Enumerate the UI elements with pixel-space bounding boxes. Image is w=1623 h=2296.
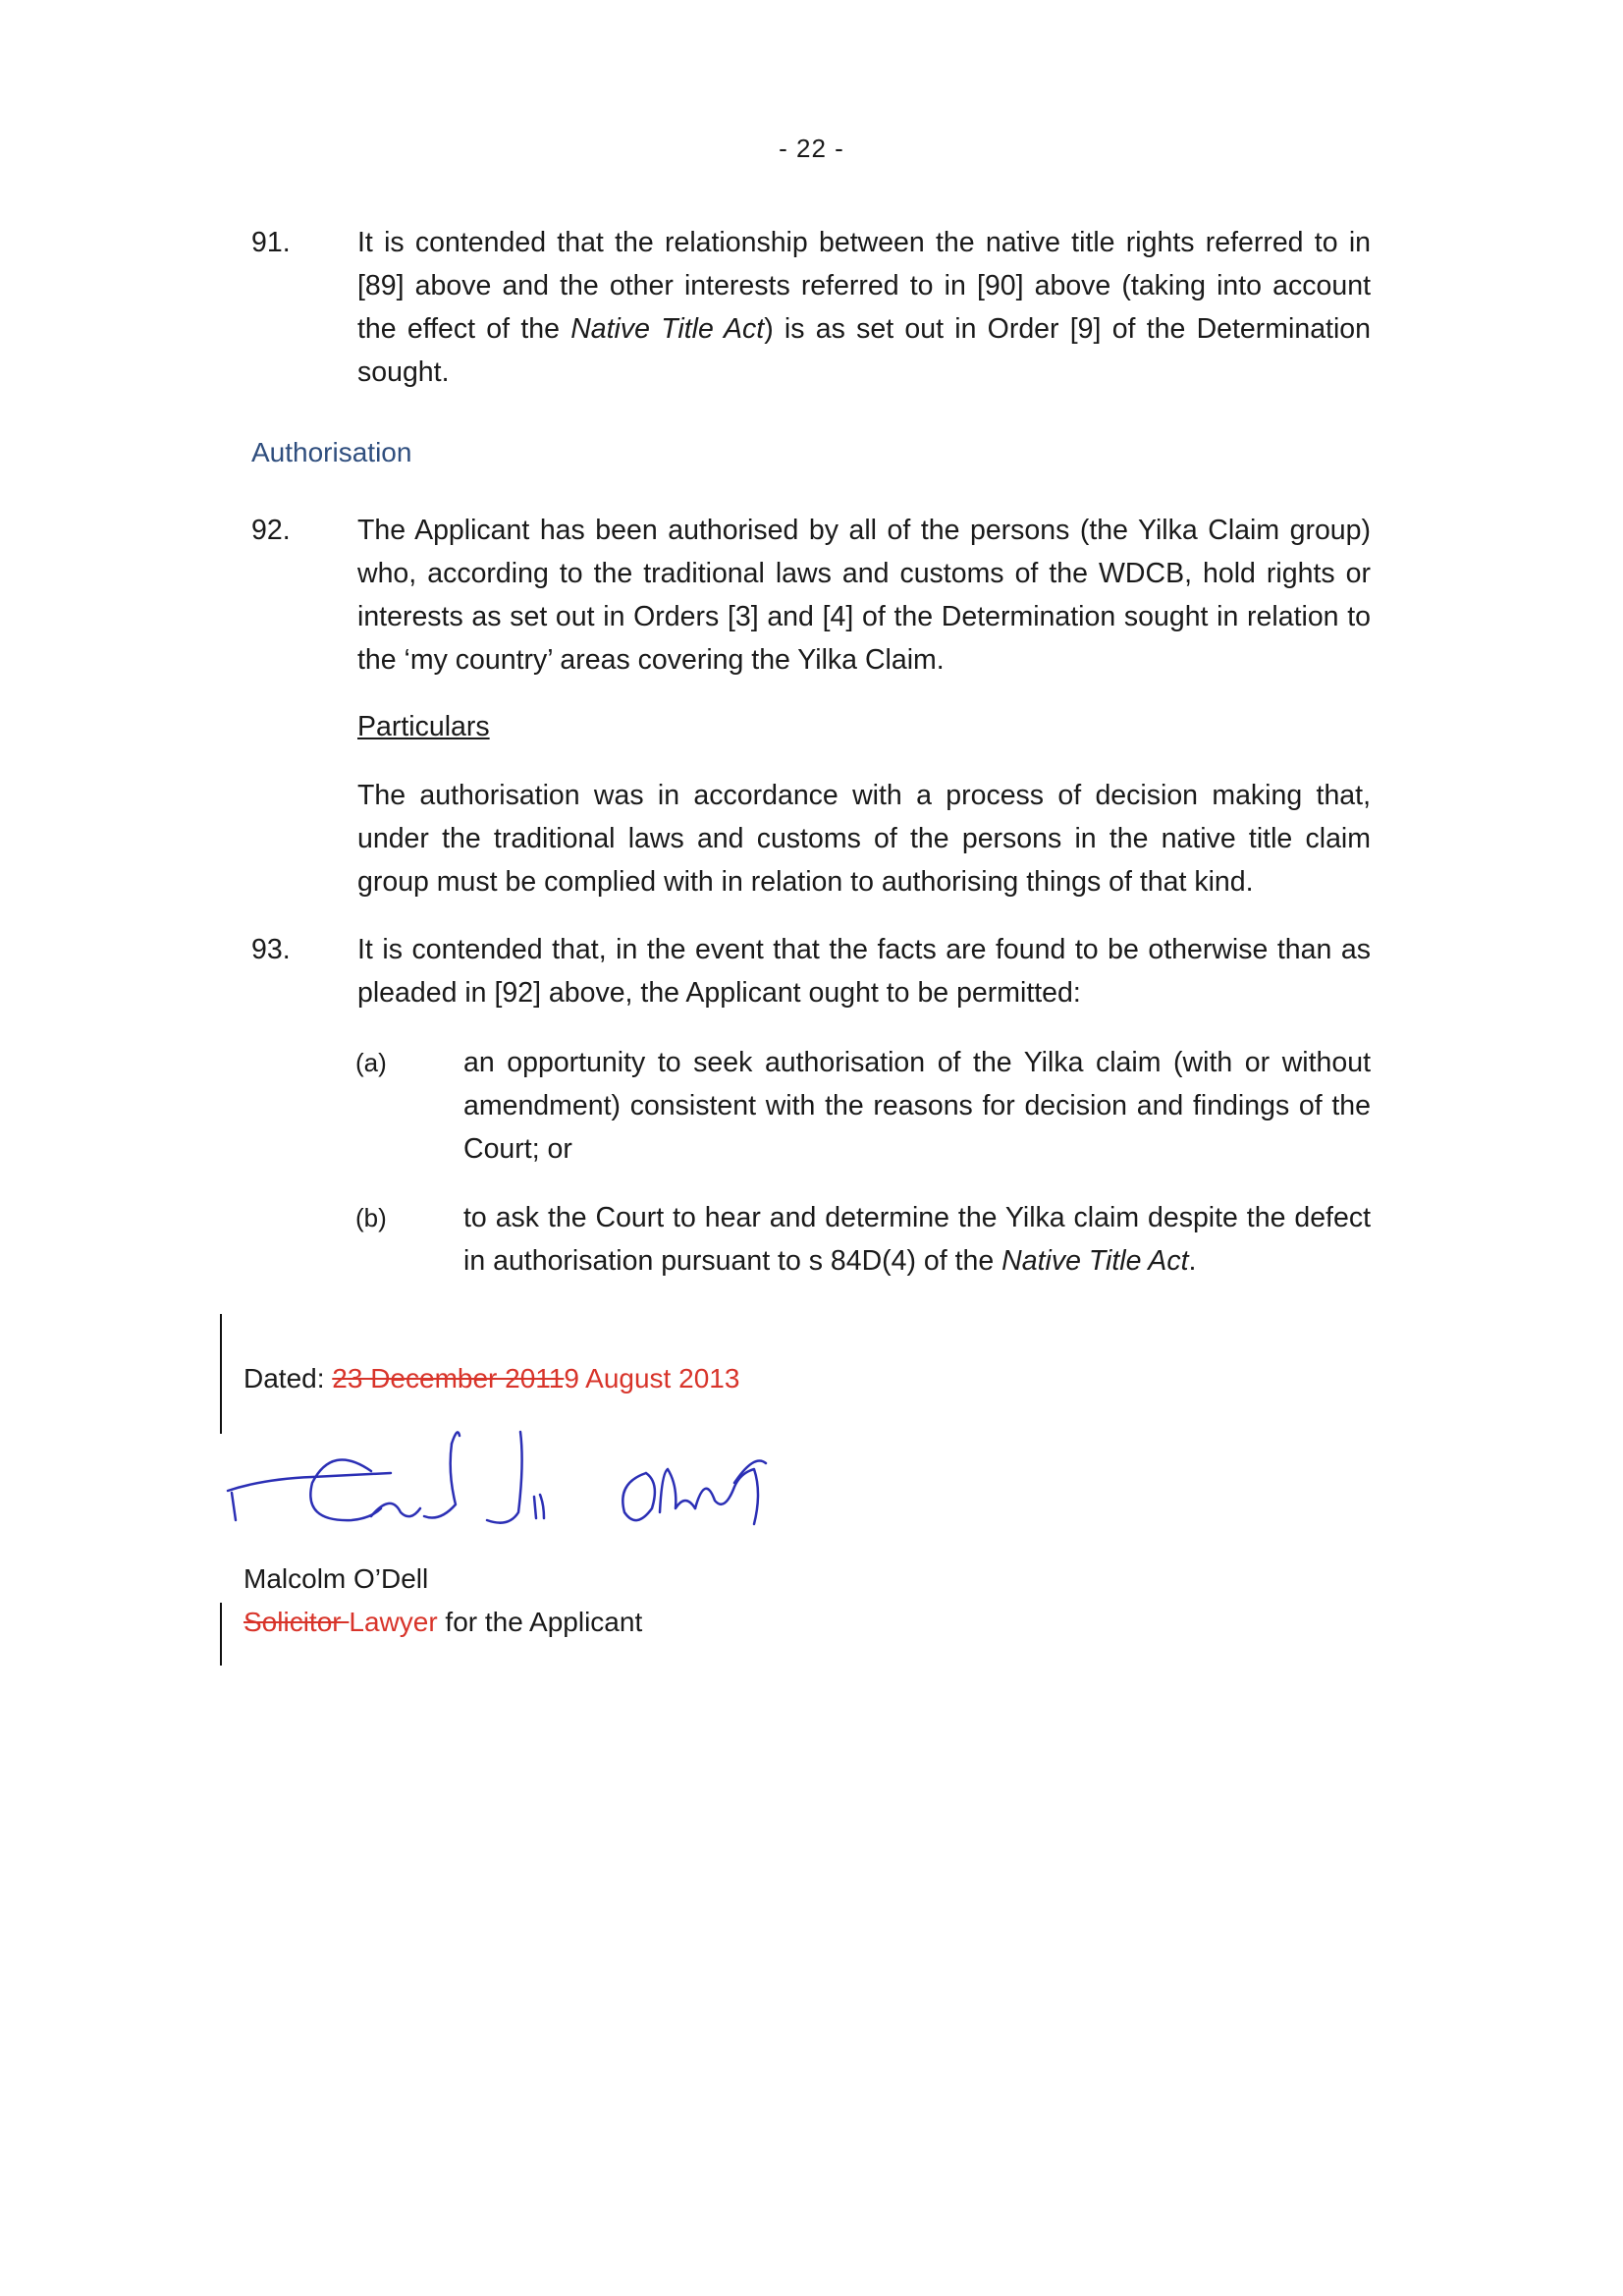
particulars-heading: Particulars (357, 711, 490, 742)
paragraph-92 (251, 509, 1371, 682)
paragraph-text: It is contended that the relationship between the native title rights referred to in [89] above and the other interests referred to in [90] above (taking into account the effect of the (357, 227, 1371, 345)
paragraph-number: 93. (251, 934, 291, 965)
paragraph-93 (251, 928, 1371, 1014)
list-item-label: (a) (355, 1048, 387, 1077)
list-item (355, 1041, 1371, 1171)
inserted-date: 9 August 2013 (564, 1363, 740, 1394)
signatory-role: Solicitor Lawyer for the Applicant (243, 1607, 643, 1637)
paragraph-body: It is contended that, in the event that the facts are found to be otherwise than as pleaded in [92] above, the Applicant ought to be permitted: (357, 934, 1371, 1009)
particulars-block (251, 705, 1371, 748)
paragraph-text: ) is as set out in Order [9] of the Determination sought. (357, 313, 1371, 388)
act-title: Native Title Act (1001, 1245, 1189, 1277)
inserted-role: Lawyer (349, 1607, 438, 1637)
list-item-text: to ask the Court to hear and determine the Yilka claim despite the defect in authorisation pursuant to s 84D(4) of the Native Title Act. (463, 1202, 1371, 1277)
deleted-role: Solicitor (243, 1607, 350, 1637)
list-item (355, 1196, 1371, 1283)
act-title: Native Title Act (570, 313, 765, 345)
handwritten-signature (224, 1414, 852, 1561)
dated-label: Dated: (243, 1363, 333, 1394)
change-bar (220, 1603, 222, 1666)
paragraph-number: 91. (251, 227, 291, 258)
deleted-date: 23 December 2011 (332, 1363, 565, 1394)
paragraph-body (357, 221, 1371, 394)
paragraph-body: The authorisation was in accordance with a process of decision making that, under the traditional laws and customs of the persons in the native title claim group must be complied with in relation to authorising things of that kind. (357, 780, 1371, 898)
signatory-name: Malcolm O’Dell (243, 1563, 429, 1594)
change-bar (220, 1314, 222, 1434)
paragraph-body: The Applicant has been authorised by all of the persons (the Yilka Claim group) who, according to the traditional laws and customs of the WDCB, hold rights or interests as set out in Orders [3] and [4] of the Determination sought in relation to the ‘my country’ areas covering the Yilka Claim. (357, 515, 1371, 676)
paragraph-number: 92. (251, 515, 291, 546)
page-number: - 22 - (779, 134, 844, 163)
particulars-text (251, 774, 1371, 903)
list-item-label: (b) (355, 1203, 387, 1232)
paragraph-91 (251, 221, 1371, 394)
list-item-text: an opportunity to seek authorisation of the Yilka claim (with or without amendment) consistent with the reasons for decision and findings of the Court; or (463, 1047, 1371, 1165)
section-heading: Authorisation (251, 437, 412, 467)
dated-line (243, 1363, 739, 1394)
